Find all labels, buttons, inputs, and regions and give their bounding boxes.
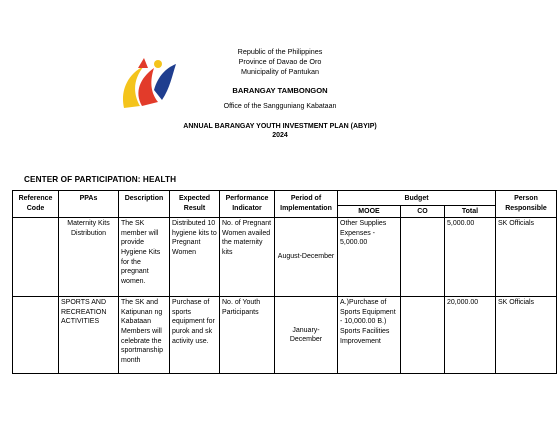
- col-expected-result: Expected Result: [170, 191, 220, 218]
- cell-ppas: SPORTS AND RECREATION ACTIVITIES: [61, 299, 107, 326]
- cell-period: August-December: [275, 218, 338, 297]
- cell-performance-indicator: No. of Youth Participants: [222, 299, 261, 316]
- cell-reference-code: [13, 297, 59, 374]
- cell-mooe-wrap: [338, 297, 401, 374]
- investment-plan-table: [12, 190, 557, 374]
- col-reference-code: Reference Code: [13, 191, 59, 218]
- cell-co: [401, 297, 445, 374]
- table-header-row: [13, 191, 557, 206]
- col-person-responsible: Person Responsible: [496, 191, 557, 218]
- plan-year: 2024: [272, 132, 288, 139]
- plan-title-text: ANNUAL BARANGAY YOUTH INVESTMENT PLAN (ABYIP): [183, 123, 377, 130]
- cell-description: The SK and Katipunan ng Kabataan Members will celebrate the sportmanship month: [121, 299, 164, 364]
- table-row: [13, 218, 557, 297]
- col-total: Total: [445, 205, 496, 218]
- cell-reference-code: [13, 218, 59, 297]
- cell-mooe: A.)Purchase of Sports Equipment - 10,000.00 B.) Sports Facilities Improvement: [340, 299, 396, 345]
- cell-total: 20,000.00: [445, 297, 496, 374]
- col-budget: Budget: [338, 191, 496, 206]
- cell-person-responsible: SK Officials: [496, 218, 557, 297]
- cell-period: January-December: [275, 297, 338, 374]
- table-row: [13, 297, 557, 374]
- header-republic: Republic of the Philippines: [237, 47, 323, 56]
- office-name: Office of the Sangguniang Kabataan: [223, 103, 337, 110]
- cell-expected-result: Purchase of sports equipment for purok and sk activity use.: [172, 299, 215, 345]
- header-province: Province of Davao de Oro: [238, 57, 322, 66]
- cell-performance-indicator: No. of Pregnant Women availed the maternity kits: [220, 218, 275, 297]
- barangay-name: BARANGAY TAMBONGON: [232, 86, 328, 95]
- cell-ppas: Maternity Kits Distribution: [59, 218, 119, 297]
- cell-performance-indicator-wrap: [220, 297, 275, 374]
- cell-total: 5,000.00: [445, 218, 496, 297]
- col-performance-indicator: Performance Indicator: [220, 191, 275, 218]
- header-municipality: Municipality of Pantukan: [241, 67, 319, 76]
- cell-description: The SK member will provide Hygiene Kits for the pregnant women.: [119, 218, 170, 297]
- col-period: Period of Implementation: [275, 191, 338, 218]
- sk-logo-icon: [118, 56, 178, 114]
- cell-expected-result: Distributed 10 hygiene kits to Pregnant Women: [170, 218, 220, 297]
- plan-title: [120, 122, 440, 140]
- col-co: CO: [401, 205, 445, 218]
- center-of-participation: CENTER OF PARTICIPATION: HEALTH: [24, 175, 177, 184]
- cell-expected-result-wrap: [170, 297, 220, 374]
- cell-co: [401, 218, 445, 297]
- col-ppas: PPAs: [59, 191, 119, 218]
- cell-person-responsible: SK Officials: [496, 297, 557, 374]
- col-description: Description: [119, 191, 170, 218]
- cell-mooe: Other Supplies Expenses - 5,000.00: [338, 218, 401, 297]
- cell-description-wrap: [119, 297, 170, 374]
- cell-ppas-wrap: [59, 297, 119, 374]
- col-mooe: MOOE: [338, 205, 401, 218]
